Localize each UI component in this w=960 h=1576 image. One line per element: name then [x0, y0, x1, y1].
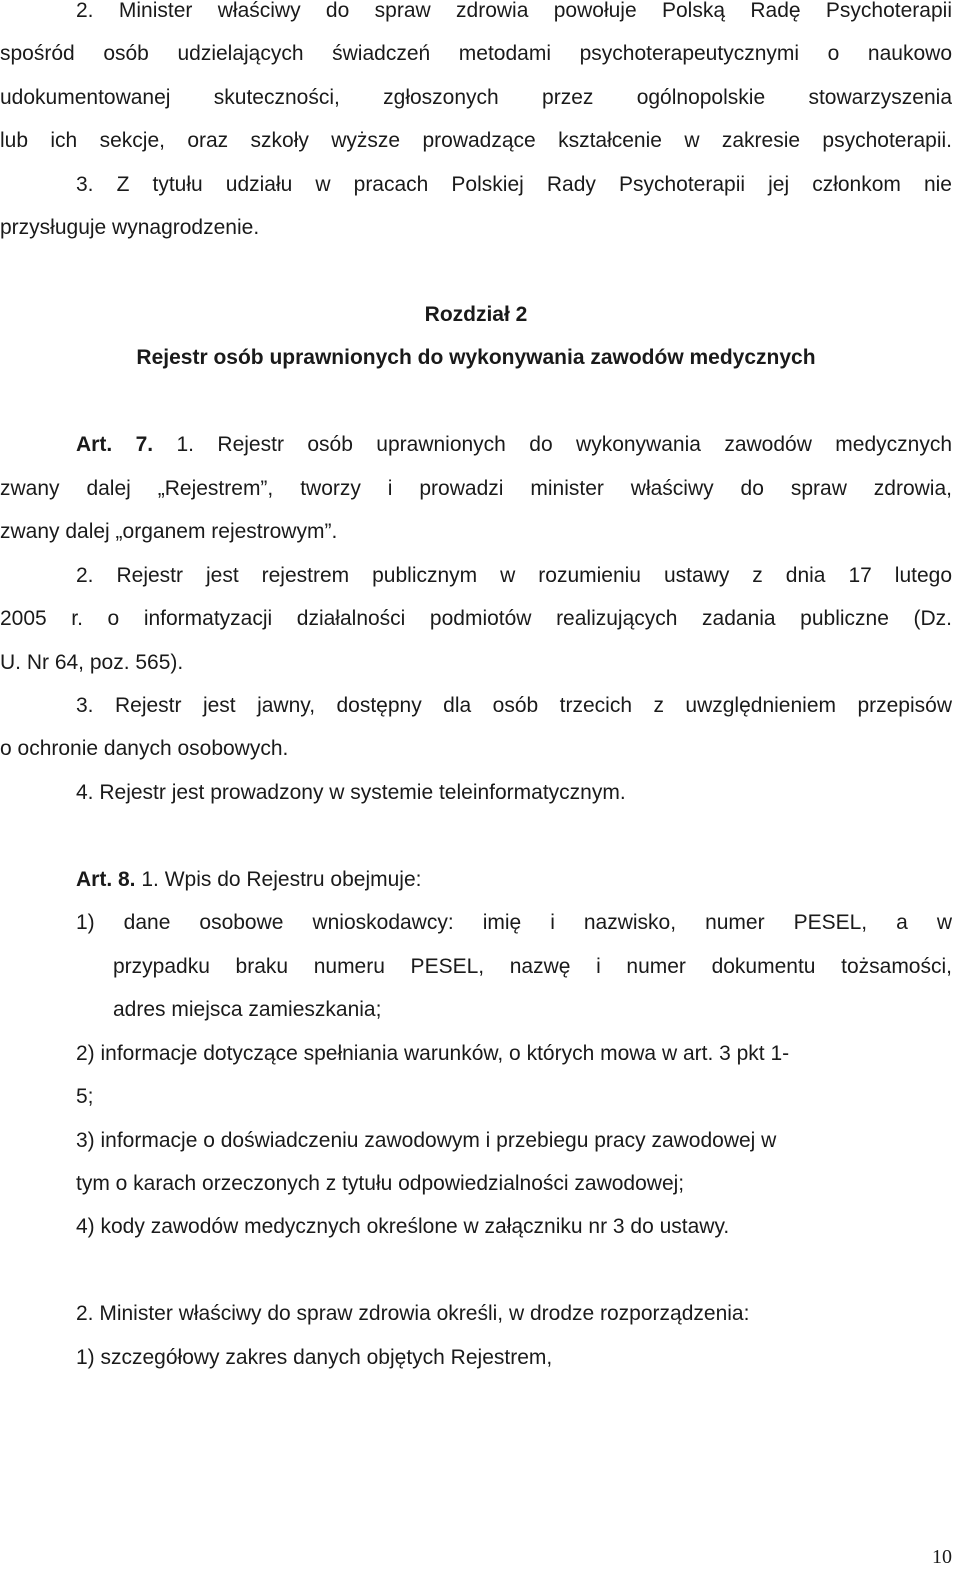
intro-line-6: przysługuje wynagrodzenie.: [0, 216, 260, 239]
art7-line-5: 2005 r. o informatyzacji działalności podmiotów realizujących zadania publiczne (Dz.: [0, 607, 952, 630]
art8-item-2-line-1: 2) informacje dotyczące spełniania warunków, o których mowa w art. 3 pkt 1-: [76, 1042, 790, 1065]
art8-line-1: 1. Wpis do Rejestru obejmuje:: [135, 868, 422, 891]
art8-label: Art. 8.: [76, 868, 136, 891]
intro-line-2: spośród osób udzielających świadczeń metodami psychoterapeutycznymi o naukowo: [0, 42, 952, 65]
art7-line-6: U. Nr 64, poz. 565).: [0, 651, 184, 674]
chapter-number: Rozdział 2: [424, 303, 528, 326]
art8-item-1-line-1: 1) dane osobowe wnioskodawcy: imię i nazwisko, numer PESEL, a w: [76, 911, 952, 934]
intro-line-5: 3. Z tytułu udziału w pracach Polskiej Rady Psychoterapii jej członkom nie: [76, 173, 952, 196]
intro-line-4: lub ich sekcje, oraz szkoły wyższe prowadzące kształcenie w zakresie psychoterapii.: [0, 129, 952, 152]
art7-line-9: 4. Rejestr jest prowadzony w systemie teleinformatycznym.: [76, 781, 626, 804]
art7-line-3: zwany dalej „organem rejestrowym”.: [0, 520, 338, 543]
art7-line-4: 2. Rejestr jest rejestrem publicznym w rozumieniu ustawy z dnia 17 lutego: [76, 564, 952, 587]
chapter-title: Rejestr osób uprawnionych do wykonywania zawodów medycznych: [136, 346, 816, 369]
art8-item-4: 4) kody zawodów medycznych określone w załączniku nr 3 do ustawy.: [76, 1215, 730, 1238]
art8-paragraph-2: 2. Minister właściwy do spraw zdrowia określi, w drodze rozporządzenia:: [76, 1302, 750, 1325]
art8-item-3-line-2: tym o karach orzeczonych z tytułu odpowiedzialności zawodowej;: [76, 1172, 685, 1195]
art8-item-1-line-3: adres miejsca zamieszkania;: [113, 998, 382, 1021]
art7-line-8: o ochronie danych osobowych.: [0, 737, 289, 760]
art8-item-2-line-2: 5;: [76, 1085, 94, 1108]
art8-paragraph-1: [76, 865, 952, 895]
art7-line-1: 1. Rejestr osób uprawnionych do wykonywania zawodów medycznych: [153, 433, 952, 456]
art7-line-7: 3. Rejestr jest jawny, dostępny dla osób trzecich z uwzględnieniem przepisów: [76, 694, 952, 717]
intro-line-3: udokumentowanej skuteczności, zgłoszonych przez ogólnopolskie stowarzyszenia: [0, 86, 952, 109]
page-number: 10: [932, 1546, 952, 1568]
art8-item-1-line-2: przypadku braku numeru PESEL, nazwę i numer dokumentu tożsamości,: [113, 955, 952, 978]
art7-paragraph-1: [76, 430, 952, 460]
art8-item-3-line-1: 3) informacje o doświadczeniu zawodowym i przebiegu pracy zawodowej w: [76, 1129, 777, 1152]
art7-label: Art. 7.: [76, 433, 154, 456]
art7-line-2: zwany dalej „Rejestrem”, tworzy i prowadzi minister właściwy do spraw zdrowia,: [0, 477, 952, 500]
art8-paragraph-2-item-1: 1) szczegółowy zakres danych objętych Rejestrem,: [76, 1346, 553, 1369]
intro-line-1: 2. Minister właściwy do spraw zdrowia powołuje Polską Radę Psychoterapii: [76, 0, 952, 22]
